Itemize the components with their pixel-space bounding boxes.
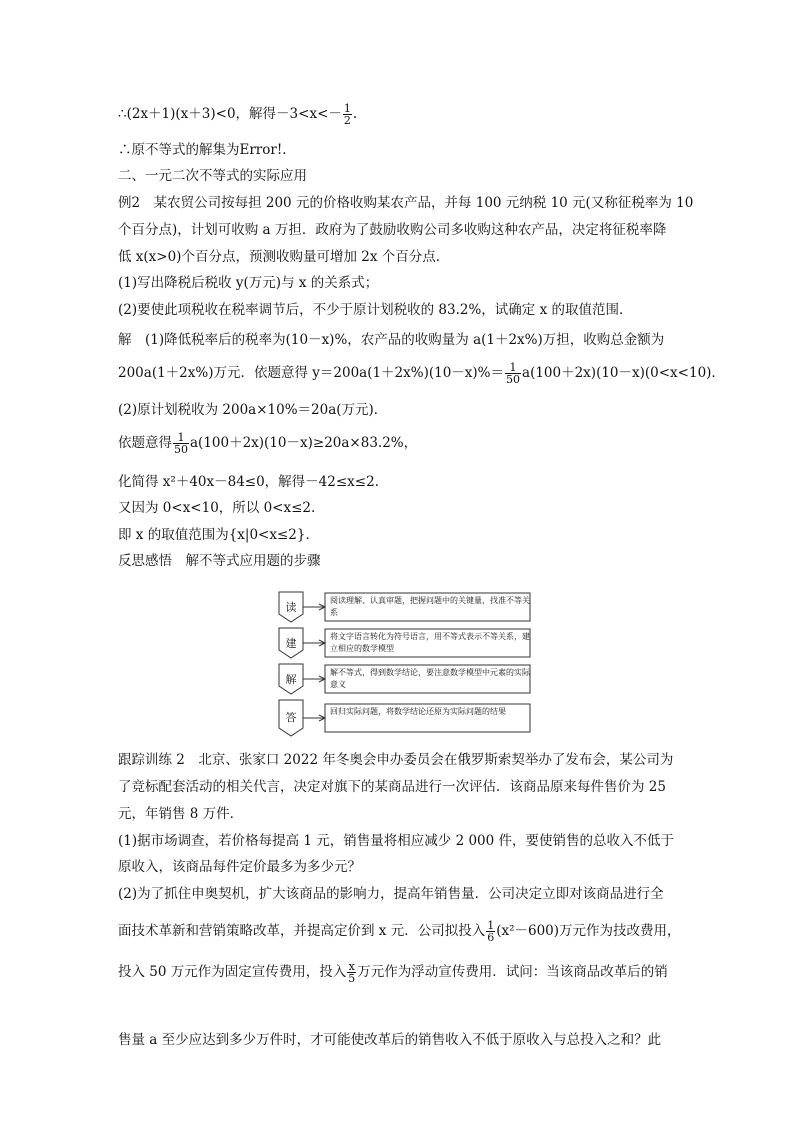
question-2: (2)要使此项税收在税率调节后，不少于原计划税收的 83.2%，试确定 x 的取值范围． xyxy=(118,302,633,318)
step-label-solve: 解 xyxy=(285,673,297,686)
example-line-2: 个百分点)，计划可收购 a 万担．政府为了鼓励收购公司多收购这种农产品，决定将征税率降 xyxy=(118,222,667,238)
example-line-1: 例2 某农贸公司按每担 200 元的价格收购某农产品，并每 100 元纳税 10 元(又称征税率为 10 xyxy=(118,195,694,211)
example-line-3: 低 x(x>0)个百分点，预测收购量可增加 2x 个百分点． xyxy=(118,249,450,265)
practice-q1-line-1: (1)据市场调查，若价格每提高 1 元，销售量将相应减少 2 000 件，要使销售的总收入不低于 xyxy=(118,833,675,849)
solution-line-a: 解 (1)降低税率后的税率为(10－x)%，农产品的收购量为 a(1＋2x%)万担，收购总金额为 xyxy=(118,332,665,348)
practice-line-2: 了竞标配套活动的相关代言，决定对旗下的某商品进行一次评估．该商品原来每件售价为 25 xyxy=(118,779,666,795)
flowchart xyxy=(275,590,535,740)
solution-line-f: 又因为 0<x<10，所以 0<x≤2. xyxy=(118,500,316,516)
solution-set-line: ∴原不等式的解集为Error!. xyxy=(118,142,287,158)
step-label-read: 读 xyxy=(285,601,297,614)
solution-line-b: 200a(1＋2x%)万元．依题意得 y＝200a(1＋2x%)(10－x)%＝ $\frac{1}{50}$ a(100＋2x)(10－x)(0<x<10)． xyxy=(118,361,725,386)
step-label-build: 建 xyxy=(285,637,297,650)
solution-line-d: 依题意得 $\frac{1}{50}$ a(100＋2x)(10－x)≥20a×83.2%， xyxy=(118,431,418,456)
solution-line-g: 即 x 的取值范围为{x|0<x≤2}． xyxy=(118,527,319,543)
practice-q2-line-3: 投入 50 万元作为固定宣传费用，投入 $\frac{x}{5}$ 万元作为浮动宣传费用．试问：当该商品改革后的销 xyxy=(118,960,668,985)
practice-q2-line-2: 面技术革新和营销策略改革，并提高定价到 x 元．公司拟投入 $\frac{1}{6}$ (x²－600)万元作为技改费用， xyxy=(118,919,681,944)
step-text-answer: 回归实际问题，将数学结论还原为实际问题的结果 xyxy=(330,707,506,716)
step-text-build: 将文字语言转化为符号语言，用不等式表示不等关系，建立相应的数学模型 xyxy=(330,632,530,653)
fraction: $\frac{1}{50}$ xyxy=(174,431,188,456)
solution-line-1: ∴(2x＋1)(x＋3)<0，解得－3<x<－ $\frac{1}{2}$ . xyxy=(118,102,358,127)
practice-line-3: 元，年销售 8 万件． xyxy=(118,806,244,822)
fraction: $\frac{x}{5}$ xyxy=(348,960,356,985)
practice-q2-line-1: (2)为了抓住申奥契机，扩大该商品的影响力，提高年销售量．公司决定立即对该商品进行全 xyxy=(118,886,664,902)
step-label-answer: 答 xyxy=(285,711,297,724)
step-text-solve: 解不等式，得到数学结论，要注意数学模型中元素的实际意义 xyxy=(330,668,530,689)
reflection-heading: 反思感悟 解不等式应用题的步骤 xyxy=(118,553,321,569)
fraction: $\frac{1}{50}$ xyxy=(506,361,521,386)
step-text-read: 阅读理解、认真审题，把握问题中的关键量，找准不等关系 xyxy=(330,596,530,617)
solution-line-e: 化简得 x²＋40x－84≤0，解得－42≤x≤2. xyxy=(118,474,379,490)
fraction: $\frac{1}{6}$ xyxy=(487,919,495,944)
practice-line-1: 跟踪训练 2 北京、张家口 2022 年冬奥会申办委员会在俄罗斯索契举办了发布会，某公司为 xyxy=(118,752,674,768)
solution-line-c: (2)原计划税收为 200a×10%＝20a(万元)． xyxy=(118,402,388,418)
section-heading: 二、一元二次不等式的实际应用 xyxy=(118,168,307,184)
practice-q1-line-2: 原收入，该商品每件定价最多为多少元？ xyxy=(118,859,361,875)
question-1: (1)写出降税后税收 y(万元)与 x 的关系式； xyxy=(118,275,379,291)
practice-q2-line-4: 售量 a 至少应达到多少万件时，才可能使改革后的销售收入不低于原收入与总投入之和？此 xyxy=(118,1032,662,1048)
fraction: $\frac{1}{2}$ xyxy=(343,102,351,127)
